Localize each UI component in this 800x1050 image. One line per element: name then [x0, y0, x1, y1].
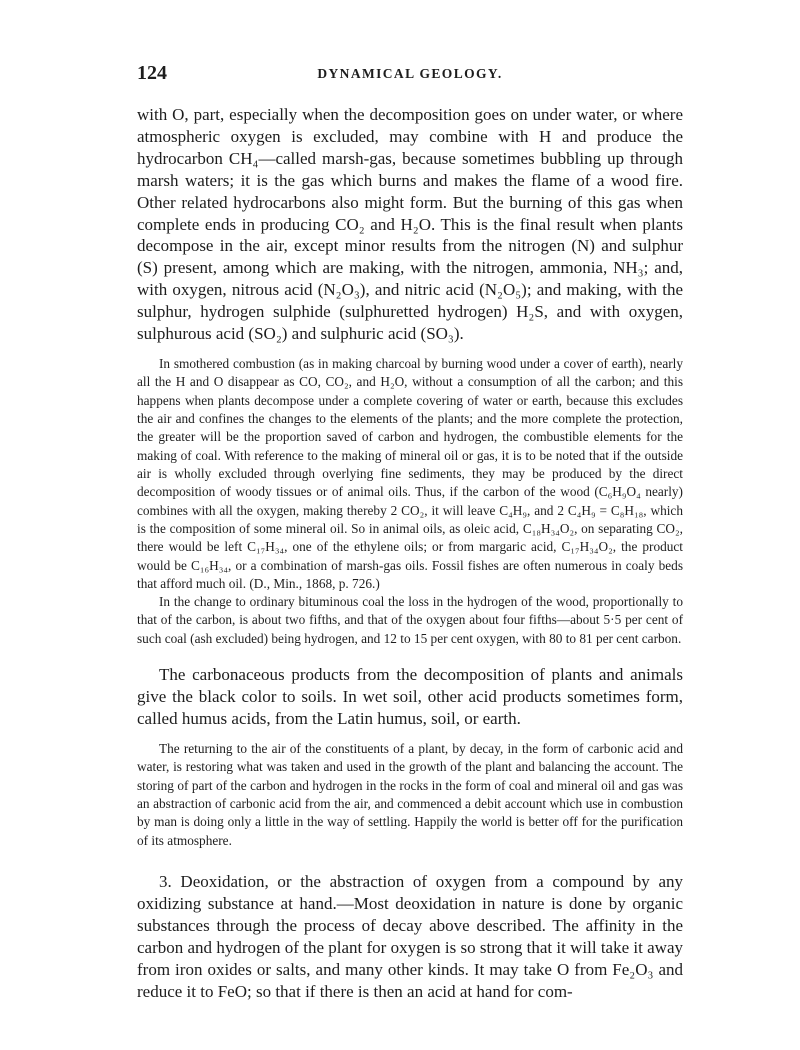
note-paragraph-bituminous-coal: In the change to ordinary bituminous coal the loss in the hydrogen of the wood, proportionally to that of the carbon, is about two fifths, and that of the oxygen about four fifths—about 5·5 per cent of such coal (ash excluded) being hydrogen, and 12 to 15 per cent oxygen, with 80 to 81 per cent carbon. — [137, 594, 683, 646]
page-number: 124 — [137, 62, 167, 84]
body-paragraph-deoxidation: 3. Deoxidation, or the abstraction of oxygen from a compound by any oxidizing substance at hand.—Most deoxidation in nature is done by organic substances through the process of decay above described. The affinity in the carbon and hydrogen of the plant for oxygen is so strong that it will take it away from iron oxides or salts, and many other kinds. It may take O from Fe₂O₃ and reduce it to FeO; so that if there is then an acid at hand for com- — [137, 872, 683, 1001]
running-title: DYNAMICAL GEOLOGY. — [317, 66, 503, 81]
note-paragraph-returning-to-air: The returning to the air of the constituents of a plant, by decay, in the form of carbonic acid and water, is restoring what was taken and used in the growth of the plant and balancing the account. The storing of part of the carbon and hydrogen in the rocks in the form of coal and mineral oil and gas was an abstraction of carbonic acid from the air, and commenced a debit account which use in combustion by man is doing only a little in the way of settling. Happily the world is better off for the purification of its atmosphere. — [137, 741, 683, 848]
body-paragraph-soil-color: The carbonaceous products from the decomposition of plants and animals give the black color to soils. In wet soil, other acid products sometimes form, called humus acids, from the Latin humus, soil, or earth. — [137, 665, 683, 728]
note-paragraph-smothered-combustion: In smothered combustion (as in making charcoal by burning wood under a cover of earth), nearly all the H and O disappear as CO, CO₂, and H₂O, without a consumption of all the carbon; and this happens when plants decompose under a complete covering of water or earth, because this excludes the air and confines the changes to the elements of the plants; and the more complete the protection, the greater will be the proportion saved of carbon and hydrogen, the combustible elements for the making of coal. With reference to the making of mineral oil or gas, it is to be noted that if the outside air is wholly excluded through overlying fine sediments, they may be produced by the direct decomposition of woody tissues or of animal oils. Thus, if the carbon of the wood (C₆H₉O₄ nearly) combines with all the oxygen, making thereby 2 CO₂, it will leave C₄H₉, and 2 C₄H₉ = C₈H₁₈, which is the composition of some mineral oil. So in animal oils, as oleic acid, C₁₈H₃₄O₂, on separating CO₂, there would be left C₁₇H₃₄, one of the ethylene oils; or from margaric acid, C₁₇H₃₄O₂, the product would be C₁₆H₃₄, or a combination of marsh-gas oils. Fossil fishes are often numerous in coaly beds that afford much oil. (D., Min., 1868, p. 726.) — [137, 356, 683, 592]
body-paragraph-hydrocarbons: with O, part, especially when the decomposition goes on under water, or where atmospheric oxygen is excluded, may combine with H and produce the hydrocarbon CH₄—called marsh-gas, because sometimes bubbling up through marsh waters; it is the gas which burns and makes the flame of a wood fire. Other related hydrocarbons also might form. But the burning of this gas when complete ends in producing CO₂ and H₂O. This is the final result when plants decompose in the air, except minor results from the nitrogen (N) and sulphur (S) present, among which are making, with the nitrogen, ammonia, NH₃; and, with oxygen, nitrous acid (N₂O₃), and nitric acid (N₂O₅); and making, with the sulphur, hydrogen sulphide (sulphuretted hydrogen) H₂S, and with oxygen, sulphurous acid (SO₂) and sulphuric acid (SO₃). — [137, 105, 683, 344]
running-head — [137, 62, 683, 88]
